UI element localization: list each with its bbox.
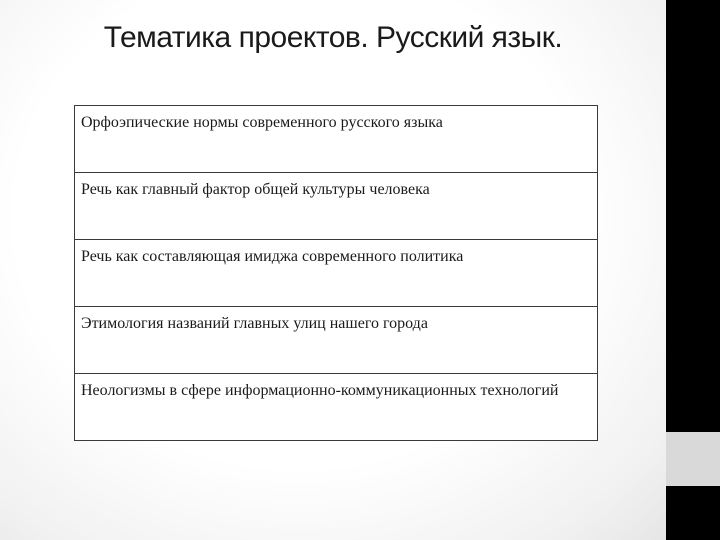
sidebar-accent-band	[666, 432, 720, 486]
table-row	[75, 374, 598, 441]
table-row	[75, 240, 598, 307]
topic-cell: Речь как составляющая имиджа современного политика	[75, 240, 598, 307]
table-row	[75, 106, 598, 173]
topic-cell: Орфоэпические нормы современного русского языка	[75, 106, 598, 173]
topics-table	[74, 105, 598, 441]
topic-cell: Неологизмы в сфере информационно-коммуникационных технологий	[75, 374, 598, 441]
table-row	[75, 173, 598, 240]
slide-title: Тематика проектов. Русский язык.	[103, 21, 563, 54]
topic-cell: Этимология названий главных улиц нашего города	[75, 307, 598, 374]
right-sidebar-bar	[666, 0, 720, 540]
topic-cell: Речь как главный фактор общей культуры человека	[75, 173, 598, 240]
table-row	[75, 307, 598, 374]
